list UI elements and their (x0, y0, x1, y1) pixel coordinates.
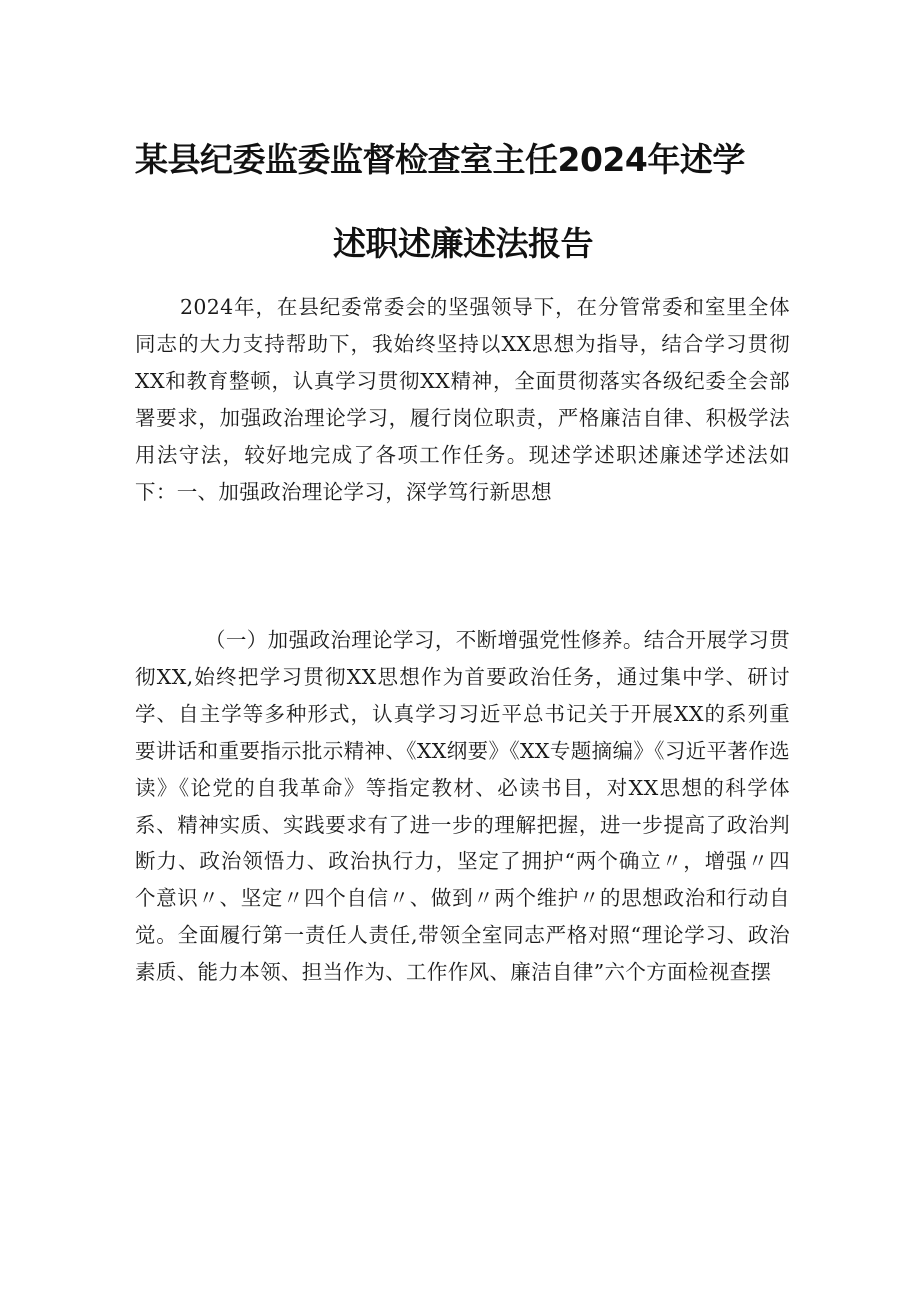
body-paragraph-section-1: （一）加强政治理论学习，不断增强党性修养。结合开展学习贯彻XX,始终把学习贯彻XX思想作为首要政治任务，通过集中学、研讨学、自主学等多种形式，认真学习习近平总书记关于开展XX的系列重要讲话和重要指示批示精神、《XX纲要》《XX专题摘编》《习近平著作选读》《论党的自我革命》等指定教材、必读书目，对XX思想的科学体系、精神实质、实践要求有了进一步的理解把握，进一步提高了政治判断力、政治领悟力、政治执行力，坚定了拥护“两个确立〃，增强〃四个意识〃、坚定〃四个自信〃、做到〃两个维护〃的思想政治和行动自觉。全面履行第一责任人责任,带领全室同志严格对照“理论学习、政治素质、能力本领、担当作为、工作作风、廉洁自律”六个方面检视查摆 (135, 628, 790, 985)
document-title-line-2: 述职述廉述法报告 (333, 224, 593, 263)
body-paragraph-intro: 2024年，在县纪委常委会的坚强领导下，在分管常委和室里全体同志的大力支持帮助下，我始终坚持以XX思想为指导，结合学习贯彻XX和教育整顿，认真学习贯彻XX精神，全面贯彻落实各级纪委全会部署要求，加强政治理论学习，履行岗位职责，严格廉洁自律、积极学法用法守法，较好地完成了各项工作任务。现述学述职述廉述学述法如下：一、加强政治理论学习，深学笃行新思想 (135, 295, 790, 504)
document-title-line-1: 某县纪委监委监督检查室主任2024年述学 (135, 140, 745, 179)
